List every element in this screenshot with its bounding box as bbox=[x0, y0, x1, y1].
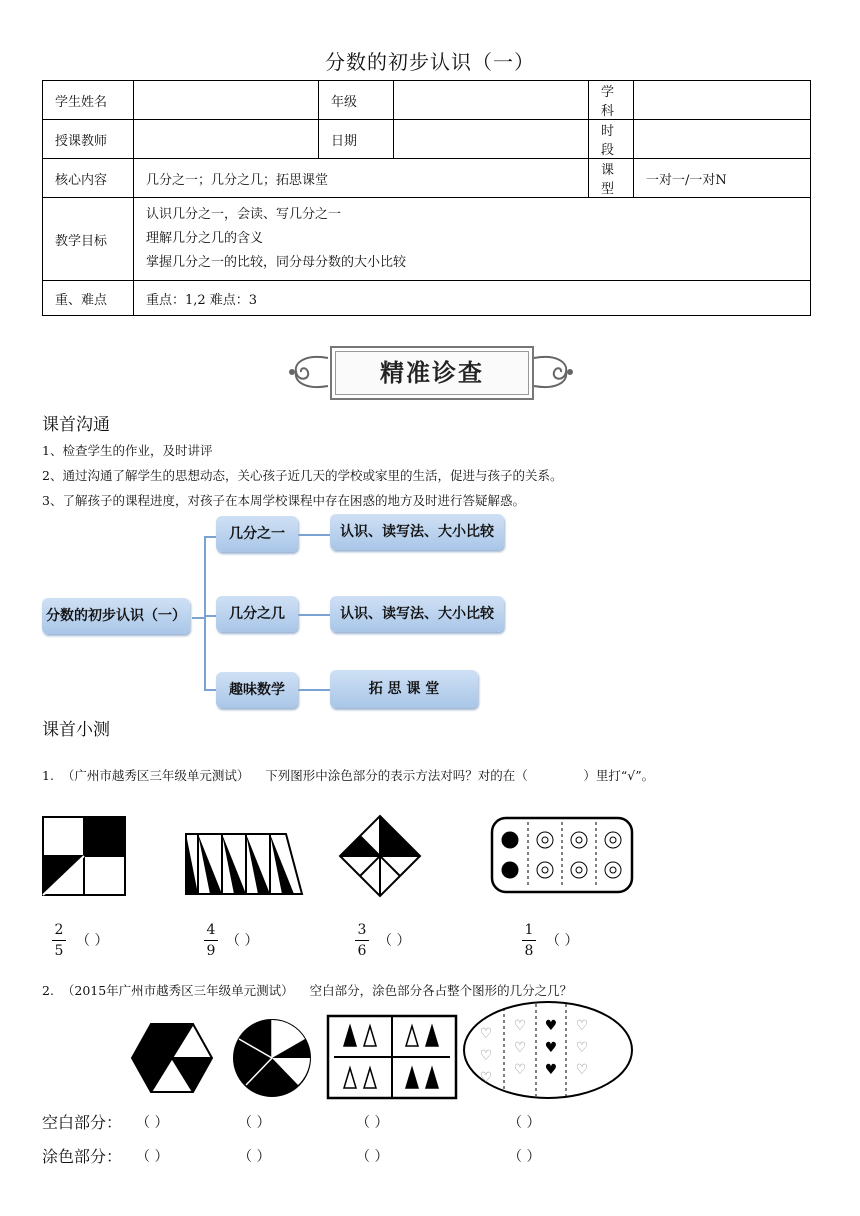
answer-blank[interactable]: （ ） bbox=[76, 933, 109, 949]
goals-label: 教学目标 bbox=[43, 198, 134, 281]
core-content-value: 几分之一；几分之几；拓思课堂 bbox=[134, 159, 589, 198]
teacher-label: 授课教师 bbox=[43, 120, 134, 159]
right-ornament-icon bbox=[532, 350, 576, 394]
answer-blank[interactable]: （ ） bbox=[508, 1149, 541, 1165]
answer-blank[interactable]: （ ） bbox=[136, 1149, 169, 1165]
fraction: 2 5 bbox=[52, 922, 66, 959]
square-figure bbox=[42, 816, 126, 896]
student-name-label: 学生姓名 bbox=[43, 81, 134, 120]
page-title: 分数的初步认识（一） bbox=[325, 50, 535, 74]
communication-item: 2、通过沟通了解学生的思想动态，关心孩子近几天的学校或家里的生活，促进与孩子的关系。 bbox=[42, 468, 563, 483]
answer-blank[interactable]: （ ） bbox=[238, 1115, 271, 1131]
goal-item: 认识几分之一，会读、写几分之一 bbox=[146, 207, 342, 222]
subject-value bbox=[634, 81, 811, 120]
section-banner bbox=[286, 336, 576, 408]
goal-item: 掌握几分之一的比较，同分母分数的大小比较 bbox=[146, 255, 407, 270]
connector-line bbox=[298, 534, 330, 536]
shaded-part-label: 涂色部分： bbox=[42, 1147, 123, 1166]
svg-text:♥: ♥ bbox=[544, 1062, 558, 1078]
communication-item: 1、检查学生的作业，及时讲评 bbox=[42, 443, 213, 458]
svg-text:♥: ♥ bbox=[544, 1040, 558, 1056]
mindmap-detail: 认识、读写法、大小比较 bbox=[330, 514, 504, 550]
hexagon-figure bbox=[130, 1022, 214, 1094]
key-points-label: 重、难点 bbox=[43, 281, 134, 316]
flower-card-figure bbox=[490, 816, 634, 894]
mindmap-branch: 几分之一 bbox=[216, 516, 298, 552]
goals-value bbox=[134, 198, 811, 281]
trapezoid-figure bbox=[184, 832, 304, 896]
answer-blank[interactable]: （ ） bbox=[546, 933, 579, 949]
answer-blank[interactable]: （ ） bbox=[238, 1149, 271, 1165]
svg-text:♡: ♡ bbox=[513, 1040, 527, 1056]
answer-blank[interactable]: （ ） bbox=[356, 1149, 389, 1165]
connector-line bbox=[204, 689, 216, 691]
section-heading-communication: 课首沟通 bbox=[42, 415, 110, 435]
svg-text:♡: ♡ bbox=[479, 1070, 493, 1086]
heart-oval-figure bbox=[462, 1000, 634, 1100]
answer-blank[interactable]: （ ） bbox=[136, 1115, 169, 1131]
svg-text:♡: ♡ bbox=[575, 1062, 589, 1078]
subject-label: 学科 bbox=[589, 81, 634, 120]
mindmap-root: 分数的初步认识（一） bbox=[42, 598, 190, 634]
communication-item: 3、了解孩子的课程进度，对孩子在本周学校课程中存在困惑的地方及时进行答疑解惑。 bbox=[42, 493, 525, 508]
student-name-value bbox=[134, 81, 319, 120]
core-content-label: 核心内容 bbox=[43, 159, 134, 198]
section-heading-quiz: 课首小测 bbox=[42, 720, 110, 740]
diamond-figure bbox=[338, 814, 422, 898]
connector-line bbox=[204, 615, 216, 617]
connector-line bbox=[298, 689, 330, 691]
svg-text:♡: ♡ bbox=[479, 1026, 493, 1042]
triangle-card-figure bbox=[326, 1014, 458, 1100]
period-label: 时段 bbox=[589, 120, 634, 159]
svg-text:♡: ♡ bbox=[575, 1018, 589, 1034]
fraction: 4 9 bbox=[204, 922, 218, 959]
lesson-type-value: 一对一/一对N bbox=[634, 159, 811, 198]
connector-line bbox=[204, 536, 206, 689]
question-1: 1. （广州市越秀区三年级单元测试） 下列图形中涂色部分的表示方法对吗？对的在（ ）里打“√”。 bbox=[42, 768, 655, 783]
answer-blank[interactable]: （ ） bbox=[508, 1115, 541, 1131]
mindmap-detail: 拓 思 课 堂 bbox=[330, 670, 478, 708]
connector-line bbox=[204, 536, 216, 538]
mindmap-branch: 趣味数学 bbox=[216, 672, 298, 708]
svg-text:♡: ♡ bbox=[575, 1040, 589, 1056]
mindmap-detail: 认识、读写法、大小比较 bbox=[330, 596, 504, 632]
lesson-info-table bbox=[42, 80, 811, 316]
lesson-type-label: 课型 bbox=[589, 159, 634, 198]
answer-blank[interactable]: （ ） bbox=[226, 933, 259, 949]
date-value bbox=[394, 120, 589, 159]
svg-text:♡: ♡ bbox=[513, 1018, 527, 1034]
grade-value bbox=[394, 81, 589, 120]
svg-text:♡: ♡ bbox=[479, 1048, 493, 1064]
question-2: 2. （2015年广州市越秀区三年级单元测试） 空白部分，涂色部分各占整个图形的几分之几？ bbox=[42, 983, 573, 998]
mindmap-branch: 几分之几 bbox=[216, 596, 298, 632]
svg-text:♥: ♥ bbox=[544, 1018, 558, 1034]
left-ornament-icon bbox=[286, 350, 330, 394]
goal-item: 理解几分之几的含义 bbox=[146, 231, 264, 246]
connector-line bbox=[298, 614, 330, 616]
date-label: 日期 bbox=[319, 120, 394, 159]
grade-label: 年级 bbox=[319, 81, 394, 120]
teacher-value bbox=[134, 120, 319, 159]
key-points-value: 重点：1,2 难点：3 bbox=[134, 281, 811, 316]
banner-title: 精准诊查 bbox=[380, 358, 484, 387]
answer-blank[interactable]: （ ） bbox=[356, 1115, 389, 1131]
circle-figure bbox=[232, 1018, 312, 1098]
blank-part-label: 空白部分： bbox=[42, 1113, 123, 1132]
period-value bbox=[634, 120, 811, 159]
svg-text:♡: ♡ bbox=[513, 1062, 527, 1078]
answer-blank[interactable]: （ ） bbox=[378, 933, 411, 949]
fraction: 1 8 bbox=[522, 922, 536, 959]
fraction: 3 6 bbox=[355, 922, 369, 959]
